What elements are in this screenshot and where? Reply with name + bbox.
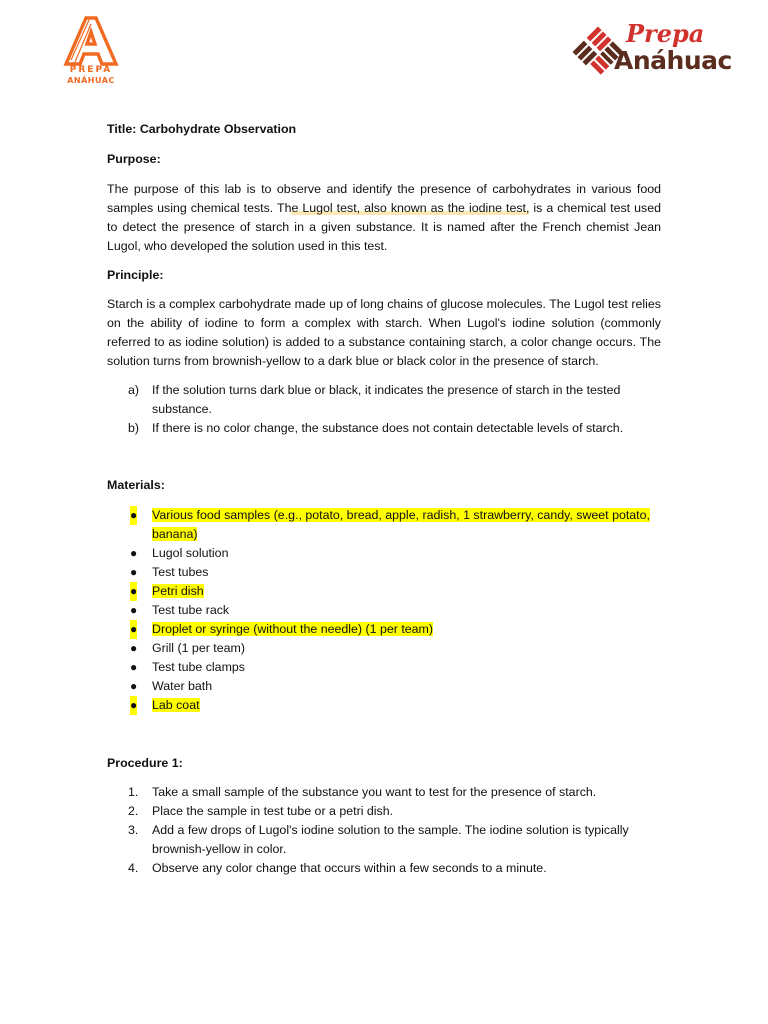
list-item-text: Test tube clamps: [152, 660, 245, 674]
list-item: [107, 696, 661, 715]
list-marker: b): [128, 421, 140, 435]
bullet-icon: ●: [130, 546, 138, 560]
purpose-heading: Purpose:: [107, 152, 161, 166]
list-item-text: Lugol solution: [152, 546, 229, 560]
purpose-highlight: e Lugol test, also known as the iodine test,: [291, 201, 530, 215]
list-item: [107, 783, 661, 802]
list-item: [107, 601, 661, 620]
list-item-text: Droplet or syringe (without the needle) (1 per team): [152, 622, 433, 636]
list-item: [107, 802, 661, 821]
logo-right-word1: Prepa: [626, 19, 705, 48]
list-item: [107, 544, 661, 563]
bullet-icon: ●: [130, 506, 137, 525]
logo-left-line1: PREPA: [69, 65, 113, 75]
bullet-icon: ●: [130, 565, 138, 579]
list-item: [107, 582, 661, 601]
logo-left-line2: ANÁHUAC: [67, 76, 115, 85]
purpose-paragraph: [107, 180, 661, 256]
bullet-icon: ●: [130, 603, 138, 617]
purpose-text-1: The purpose of this lab is to observe and identify the presence of carbohydrates in various food samples using chemical tests. Th: [107, 182, 661, 215]
list-item: [107, 821, 661, 859]
bullet-icon: ●: [130, 696, 137, 715]
list-item-text: Test tube rack: [152, 603, 230, 617]
purpose-text-2: is a chemical test used to detect the presence of starch in a given substance. It is named after the French chemist Jean Lugol, who developed the solution used in this test.: [107, 201, 661, 253]
bullet-icon: ●: [130, 679, 138, 693]
procedure-list: [107, 783, 661, 878]
list-item-text: Water bath: [152, 679, 213, 693]
bullet-icon: ●: [130, 641, 138, 655]
list-item-text: If the solution turns dark blue or black, it indicates the presence of starch in the tested substance.: [152, 383, 621, 416]
list-item-text: Grill (1 per team): [152, 641, 245, 655]
list-item: [107, 419, 661, 438]
list-marker: 1.: [128, 785, 139, 799]
bullet-icon: ●: [130, 660, 138, 674]
list-item-text: Add a few drops of Lugol's iodine solution to the sample. The iodine solution is typically brownish-yellow in color.: [152, 823, 629, 856]
principle-heading: Principle:: [107, 268, 164, 282]
list-item-text: Observe any color change that occurs within a few seconds to a minute.: [152, 861, 547, 875]
list-marker: 4.: [128, 861, 139, 875]
list-item: [107, 658, 661, 677]
list-item-text: Petri dish: [152, 584, 204, 598]
list-item-text: Various food samples (e.g., potato, bread, apple, radish, 1 strawberry, candy, sweet potato, banana): [152, 508, 650, 541]
list-item: [107, 506, 661, 544]
list-marker: 2.: [128, 804, 139, 818]
principle-paragraph: Starch is a complex carbohydrate made up of long chains of glucose molecules. The Lugol test relies on the ability of iodine to form a complex with starch. When Lugol's iodine solution (commonly referred to as iodine solution) is added to a substance containing starch, a color change occurs. The solution turns from brownish-yellow to a dark blue or black color in the presence of starch.: [107, 297, 661, 368]
list-item-text: Place the sample in test tube or a petri dish.: [152, 804, 394, 818]
logo-right-word2: Anáhuac: [614, 46, 732, 75]
list-item: [107, 381, 661, 419]
procedure-heading: Procedure 1:: [107, 756, 183, 770]
list-item-text: If there is no color change, the substance does not contain detectable levels of starch.: [152, 421, 624, 435]
list-item: [107, 859, 661, 878]
document-title: Title: Carbohydrate Observation: [107, 122, 297, 136]
list-item: [107, 620, 661, 639]
list-marker: 3.: [128, 823, 139, 837]
list-item-text: Take a small sample of the substance you want to test for the presence of starch.: [152, 785, 597, 799]
materials-heading: Materials:: [107, 478, 165, 492]
list-item: [107, 639, 661, 658]
bullet-icon: ●: [130, 620, 137, 639]
list-item-text: Lab coat: [152, 698, 200, 712]
list-marker: a): [128, 383, 140, 397]
list-item: [107, 563, 661, 582]
list-item-text: Test tubes: [152, 565, 209, 579]
materials-list: [107, 506, 661, 715]
list-item: [107, 677, 661, 696]
bullet-icon: ●: [130, 582, 137, 601]
document-body: [107, 120, 661, 878]
principle-list: [107, 381, 661, 438]
